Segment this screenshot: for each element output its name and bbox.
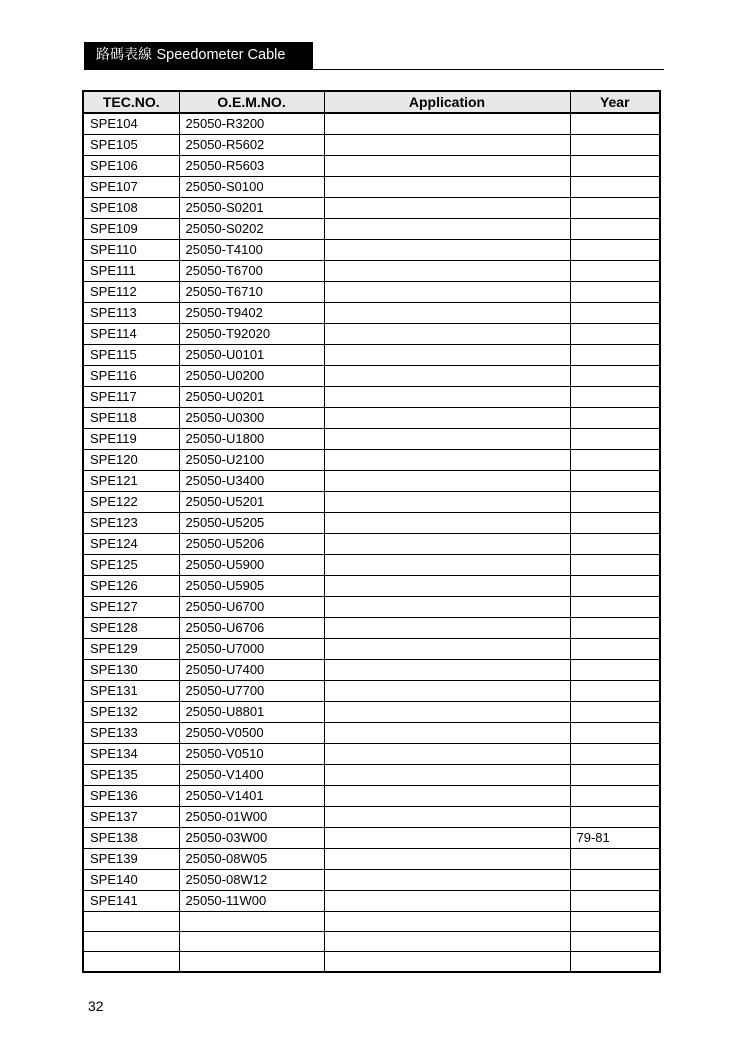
cell-oem-no: 25050-R5602 bbox=[179, 135, 324, 156]
table-row bbox=[83, 156, 660, 177]
table-row bbox=[83, 450, 660, 471]
cell-application bbox=[324, 932, 570, 952]
cell-tec-no: SPE116 bbox=[83, 366, 179, 387]
table-row bbox=[83, 744, 660, 765]
cell-year bbox=[570, 555, 660, 576]
column-header-oem-no: O.E.M.NO. bbox=[179, 91, 324, 113]
cell-application bbox=[324, 135, 570, 156]
cell-year bbox=[570, 723, 660, 744]
cell-tec-no: SPE111 bbox=[83, 261, 179, 282]
table-row bbox=[83, 408, 660, 429]
cell-oem-no: 25050-S0201 bbox=[179, 198, 324, 219]
cell-year bbox=[570, 113, 660, 135]
cell-year bbox=[570, 849, 660, 870]
cell-year bbox=[570, 471, 660, 492]
cell-oem-no: 25050-R3200 bbox=[179, 113, 324, 135]
cell-oem-no: 25050-U5900 bbox=[179, 555, 324, 576]
table-row bbox=[83, 534, 660, 555]
cell-tec-no: SPE141 bbox=[83, 891, 179, 912]
cell-year bbox=[570, 513, 660, 534]
cell-application bbox=[324, 429, 570, 450]
cell-year bbox=[570, 408, 660, 429]
cell-oem-no: 25050-U0300 bbox=[179, 408, 324, 429]
section-title-zh: 路碼表線 bbox=[96, 47, 152, 63]
cell-oem-no: 25050-R5603 bbox=[179, 156, 324, 177]
table-row bbox=[83, 681, 660, 702]
cell-tec-no: SPE115 bbox=[83, 345, 179, 366]
cell-application bbox=[324, 177, 570, 198]
cell-tec-no: SPE119 bbox=[83, 429, 179, 450]
cell-year bbox=[570, 660, 660, 681]
cell-year bbox=[570, 534, 660, 555]
cell-application bbox=[324, 492, 570, 513]
cell-tec-no: SPE124 bbox=[83, 534, 179, 555]
cell-application bbox=[324, 702, 570, 723]
cell-oem-no: 25050-T6710 bbox=[179, 282, 324, 303]
cell-tec-no: SPE117 bbox=[83, 387, 179, 408]
cell-application bbox=[324, 198, 570, 219]
cell-year bbox=[570, 744, 660, 765]
cell-application bbox=[324, 786, 570, 807]
cell-year bbox=[570, 429, 660, 450]
cell-application bbox=[324, 555, 570, 576]
cell-oem-no: 25050-U0201 bbox=[179, 387, 324, 408]
cell-year bbox=[570, 303, 660, 324]
table-row bbox=[83, 387, 660, 408]
cell-oem-no: 25050-11W00 bbox=[179, 891, 324, 912]
cell-oem-no: 25050-T9402 bbox=[179, 303, 324, 324]
cell-year bbox=[570, 366, 660, 387]
table-row bbox=[83, 639, 660, 660]
cell-application bbox=[324, 765, 570, 786]
table-row bbox=[83, 618, 660, 639]
table-row bbox=[83, 177, 660, 198]
cell-oem-no: 25050-U5201 bbox=[179, 492, 324, 513]
cell-application bbox=[324, 891, 570, 912]
cell-oem-no: 25050-U1800 bbox=[179, 429, 324, 450]
table-row bbox=[83, 765, 660, 786]
cell-tec-no: SPE123 bbox=[83, 513, 179, 534]
table-row bbox=[83, 912, 660, 932]
cell-tec-no: SPE132 bbox=[83, 702, 179, 723]
cell-year bbox=[570, 786, 660, 807]
cell-oem-no: 25050-S0100 bbox=[179, 177, 324, 198]
cell-application bbox=[324, 366, 570, 387]
table-row bbox=[83, 471, 660, 492]
cell-tec-no bbox=[83, 912, 179, 932]
cell-application bbox=[324, 618, 570, 639]
cell-application bbox=[324, 408, 570, 429]
table-row bbox=[83, 828, 660, 849]
cell-oem-no: 25050-V1401 bbox=[179, 786, 324, 807]
table-row bbox=[83, 660, 660, 681]
table-row bbox=[83, 198, 660, 219]
table-row bbox=[83, 891, 660, 912]
table-header-row bbox=[83, 91, 660, 113]
table-row bbox=[83, 513, 660, 534]
cell-oem-no: 25050-S0202 bbox=[179, 219, 324, 240]
cell-year bbox=[570, 450, 660, 471]
cell-application bbox=[324, 324, 570, 345]
cell-application bbox=[324, 723, 570, 744]
table-row bbox=[83, 786, 660, 807]
cell-tec-no: SPE109 bbox=[83, 219, 179, 240]
cell-year bbox=[570, 912, 660, 932]
cell-oem-no: 25050-V1400 bbox=[179, 765, 324, 786]
cell-tec-no: SPE112 bbox=[83, 282, 179, 303]
cell-year bbox=[570, 597, 660, 618]
cell-application bbox=[324, 870, 570, 891]
cell-year bbox=[570, 345, 660, 366]
cell-oem-no: 25050-U7700 bbox=[179, 681, 324, 702]
table-row bbox=[83, 240, 660, 261]
cell-application bbox=[324, 744, 570, 765]
cell-oem-no: 25050-U7400 bbox=[179, 660, 324, 681]
cell-oem-no: 25050-U5205 bbox=[179, 513, 324, 534]
cell-year: 79-81 bbox=[570, 828, 660, 849]
cell-oem-no: 25050-U3400 bbox=[179, 471, 324, 492]
table-row bbox=[83, 702, 660, 723]
cell-year bbox=[570, 952, 660, 972]
cell-application bbox=[324, 828, 570, 849]
table-row bbox=[83, 492, 660, 513]
cell-tec-no: SPE108 bbox=[83, 198, 179, 219]
cell-application bbox=[324, 113, 570, 135]
cell-oem-no: 25050-08W12 bbox=[179, 870, 324, 891]
cell-year bbox=[570, 870, 660, 891]
cell-year bbox=[570, 156, 660, 177]
cell-tec-no: SPE126 bbox=[83, 576, 179, 597]
table-row bbox=[83, 723, 660, 744]
cell-oem-no: 25050-U0200 bbox=[179, 366, 324, 387]
cell-tec-no: SPE106 bbox=[83, 156, 179, 177]
cell-tec-no: SPE140 bbox=[83, 870, 179, 891]
cell-year bbox=[570, 261, 660, 282]
cell-oem-no bbox=[179, 952, 324, 972]
cell-application bbox=[324, 345, 570, 366]
cell-tec-no: SPE137 bbox=[83, 807, 179, 828]
cell-tec-no: SPE139 bbox=[83, 849, 179, 870]
cell-oem-no: 25050-T92020 bbox=[179, 324, 324, 345]
table-row bbox=[83, 597, 660, 618]
table-row bbox=[83, 870, 660, 891]
cell-application bbox=[324, 849, 570, 870]
column-header-year: Year bbox=[570, 91, 660, 113]
cell-oem-no: 25050-V0500 bbox=[179, 723, 324, 744]
cell-year bbox=[570, 807, 660, 828]
cell-tec-no bbox=[83, 952, 179, 972]
page-number: 32 bbox=[88, 998, 104, 1014]
cell-tec-no bbox=[83, 932, 179, 952]
cell-application bbox=[324, 471, 570, 492]
table-row bbox=[83, 429, 660, 450]
cell-oem-no: 25050-U7000 bbox=[179, 639, 324, 660]
cell-tec-no: SPE131 bbox=[83, 681, 179, 702]
cell-year bbox=[570, 240, 660, 261]
cell-application bbox=[324, 513, 570, 534]
cell-oem-no bbox=[179, 932, 324, 952]
cell-tec-no: SPE134 bbox=[83, 744, 179, 765]
table-row bbox=[83, 555, 660, 576]
cell-year bbox=[570, 765, 660, 786]
cell-year bbox=[570, 576, 660, 597]
header-rule bbox=[84, 69, 664, 70]
table-row bbox=[83, 324, 660, 345]
cell-tec-no: SPE129 bbox=[83, 639, 179, 660]
table-row bbox=[83, 952, 660, 972]
table-row bbox=[83, 219, 660, 240]
table-row bbox=[83, 113, 660, 135]
cell-year bbox=[570, 282, 660, 303]
cell-year bbox=[570, 324, 660, 345]
cell-application bbox=[324, 303, 570, 324]
cell-tec-no: SPE104 bbox=[83, 113, 179, 135]
table-row bbox=[83, 849, 660, 870]
cell-tec-no: SPE107 bbox=[83, 177, 179, 198]
cell-application bbox=[324, 660, 570, 681]
table-row bbox=[83, 261, 660, 282]
cell-tec-no: SPE118 bbox=[83, 408, 179, 429]
parts-table bbox=[82, 90, 661, 973]
cell-tec-no: SPE136 bbox=[83, 786, 179, 807]
cell-year bbox=[570, 891, 660, 912]
cell-tec-no: SPE138 bbox=[83, 828, 179, 849]
cell-oem-no: 25050-T4100 bbox=[179, 240, 324, 261]
cell-year bbox=[570, 618, 660, 639]
cell-oem-no: 25050-U5206 bbox=[179, 534, 324, 555]
cell-application bbox=[324, 597, 570, 618]
cell-oem-no: 25050-U0101 bbox=[179, 345, 324, 366]
cell-year bbox=[570, 492, 660, 513]
cell-oem-no: 25050-U6700 bbox=[179, 597, 324, 618]
cell-application bbox=[324, 156, 570, 177]
cell-oem-no: 25050-U5905 bbox=[179, 576, 324, 597]
cell-year bbox=[570, 219, 660, 240]
cell-oem-no: 25050-01W00 bbox=[179, 807, 324, 828]
cell-tec-no: SPE125 bbox=[83, 555, 179, 576]
table-row bbox=[83, 303, 660, 324]
cell-oem-no: 25050-V0510 bbox=[179, 744, 324, 765]
cell-tec-no: SPE130 bbox=[83, 660, 179, 681]
cell-application bbox=[324, 952, 570, 972]
cell-application bbox=[324, 639, 570, 660]
table-row bbox=[83, 366, 660, 387]
cell-application bbox=[324, 912, 570, 932]
cell-year bbox=[570, 198, 660, 219]
cell-tec-no: SPE127 bbox=[83, 597, 179, 618]
cell-tec-no: SPE110 bbox=[83, 240, 179, 261]
cell-application bbox=[324, 219, 570, 240]
column-header-application: Application bbox=[324, 91, 570, 113]
cell-year bbox=[570, 135, 660, 156]
cell-oem-no: 25050-U6706 bbox=[179, 618, 324, 639]
table-row bbox=[83, 282, 660, 303]
cell-tec-no: SPE105 bbox=[83, 135, 179, 156]
cell-oem-no: 25050-T6700 bbox=[179, 261, 324, 282]
cell-application bbox=[324, 576, 570, 597]
cell-oem-no: 25050-08W05 bbox=[179, 849, 324, 870]
table-row bbox=[83, 345, 660, 366]
cell-application bbox=[324, 681, 570, 702]
cell-tec-no: SPE120 bbox=[83, 450, 179, 471]
cell-year bbox=[570, 702, 660, 723]
cell-tec-no: SPE128 bbox=[83, 618, 179, 639]
section-title-en: Speedometer Cable bbox=[156, 47, 286, 63]
cell-application bbox=[324, 807, 570, 828]
cell-tec-no: SPE114 bbox=[83, 324, 179, 345]
table-row bbox=[83, 576, 660, 597]
cell-oem-no: 25050-03W00 bbox=[179, 828, 324, 849]
cell-oem-no bbox=[179, 912, 324, 932]
column-header-tec-no: TEC.NO. bbox=[83, 91, 179, 113]
cell-year bbox=[570, 932, 660, 952]
cell-application bbox=[324, 282, 570, 303]
cell-tec-no: SPE133 bbox=[83, 723, 179, 744]
table-row bbox=[83, 135, 660, 156]
cell-year bbox=[570, 177, 660, 198]
table-row bbox=[83, 807, 660, 828]
cell-oem-no: 25050-U8801 bbox=[179, 702, 324, 723]
cell-tec-no: SPE113 bbox=[83, 303, 179, 324]
cell-year bbox=[570, 681, 660, 702]
table-body bbox=[83, 113, 660, 972]
cell-oem-no: 25050-U2100 bbox=[179, 450, 324, 471]
cell-tec-no: SPE121 bbox=[83, 471, 179, 492]
cell-year bbox=[570, 639, 660, 660]
table-row bbox=[83, 932, 660, 952]
cell-application bbox=[324, 450, 570, 471]
cell-application bbox=[324, 534, 570, 555]
cell-application bbox=[324, 261, 570, 282]
section-header-tab bbox=[84, 42, 313, 69]
cell-year bbox=[570, 387, 660, 408]
cell-application bbox=[324, 240, 570, 261]
cell-tec-no: SPE122 bbox=[83, 492, 179, 513]
cell-tec-no: SPE135 bbox=[83, 765, 179, 786]
cell-application bbox=[324, 387, 570, 408]
